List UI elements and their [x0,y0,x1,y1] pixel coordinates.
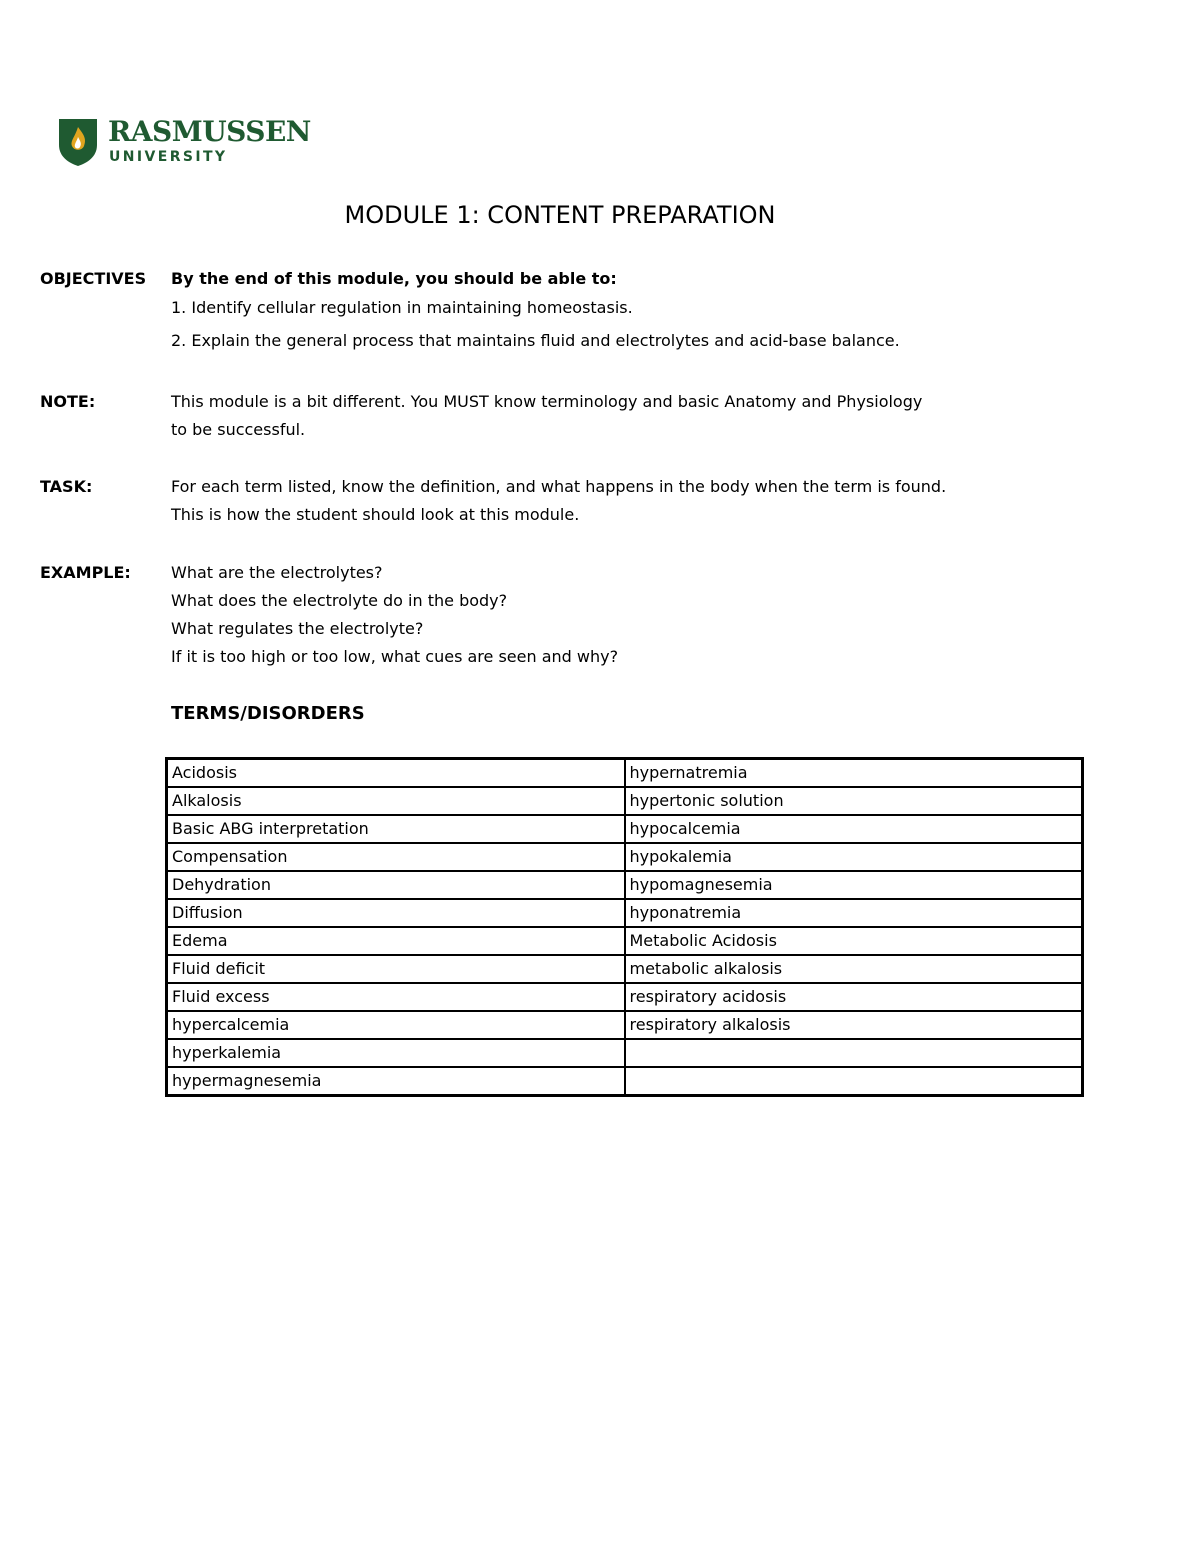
table-row [167,1011,1083,1039]
note-line: This module is a bit different. You MUST know terminology and basic Anatomy and Physiology [171,392,923,411]
term-cell: Basic ABG interpretation [167,815,625,843]
term-cell: respiratory alkalosis [625,1011,1083,1039]
table-row [167,815,1083,843]
terms-heading: TERMS/DISORDERS [171,703,365,724]
term-cell: respiratory acidosis [625,983,1083,1011]
table-row [167,759,1083,788]
note-label: NOTE: [40,392,96,411]
objective-item: 2. Explain the general process that maintains fluid and electrolytes and acid-base balance. [171,331,900,350]
objective-item: 1. Identify cellular regulation in maintaining homeostasis. [171,298,633,317]
term-cell [625,1067,1083,1096]
term-cell: Metabolic Acidosis [625,927,1083,955]
term-cell: Alkalosis [167,787,625,815]
task-line: For each term listed, know the definition, and what happens in the body when the term is found. [171,477,947,496]
term-cell: hypermagnesemia [167,1067,625,1096]
table-row [167,843,1083,871]
term-cell [625,1039,1083,1067]
shield-flame-icon [57,115,99,167]
example-line: What are the electrolytes? [171,563,383,582]
term-cell: Dehydration [167,871,625,899]
note-line: to be successful. [171,420,306,439]
term-cell: hypokalemia [625,843,1083,871]
example-line: What does the electrolyte do in the body? [171,591,508,610]
term-cell: hypercalcemia [167,1011,625,1039]
table-row [167,955,1083,983]
table-row [167,871,1083,899]
term-cell: hypertonic solution [625,787,1083,815]
logo-wordmark: RASMUSSEN [108,115,311,148]
example-line: If it is too high or too low, what cues are seen and why? [171,647,619,666]
objectives-label: OBJECTIVES [40,269,147,288]
table-row [167,983,1083,1011]
term-cell: hyperkalemia [167,1039,625,1067]
term-cell: Fluid deficit [167,955,625,983]
term-cell: hypomagnesemia [625,871,1083,899]
table-row [167,1067,1083,1096]
term-cell: Acidosis [167,759,625,788]
term-cell: Diffusion [167,899,625,927]
example-label: EXAMPLE: [40,563,131,582]
table-row [167,927,1083,955]
term-cell: hyponatremia [625,899,1083,927]
term-cell: Edema [167,927,625,955]
table-row [167,787,1083,815]
term-cell: metabolic alkalosis [625,955,1083,983]
page-title: MODULE 1: CONTENT PREPARATION [344,201,776,229]
example-line: What regulates the electrolyte? [171,619,424,638]
terms-table [165,757,1084,1097]
task-line: This is how the student should look at this module. [171,505,580,524]
table-row [167,899,1083,927]
term-cell: Fluid excess [167,983,625,1011]
task-label: TASK: [40,477,93,496]
university-logo [57,115,311,170]
table-row [167,1039,1083,1067]
term-cell: hypocalcemia [625,815,1083,843]
term-cell: Compensation [167,843,625,871]
logo-subtitle: UNIVERSITY [109,149,228,165]
term-cell: hypernatremia [625,759,1083,788]
objectives-intro: By the end of this module, you should be able to: [171,269,617,288]
